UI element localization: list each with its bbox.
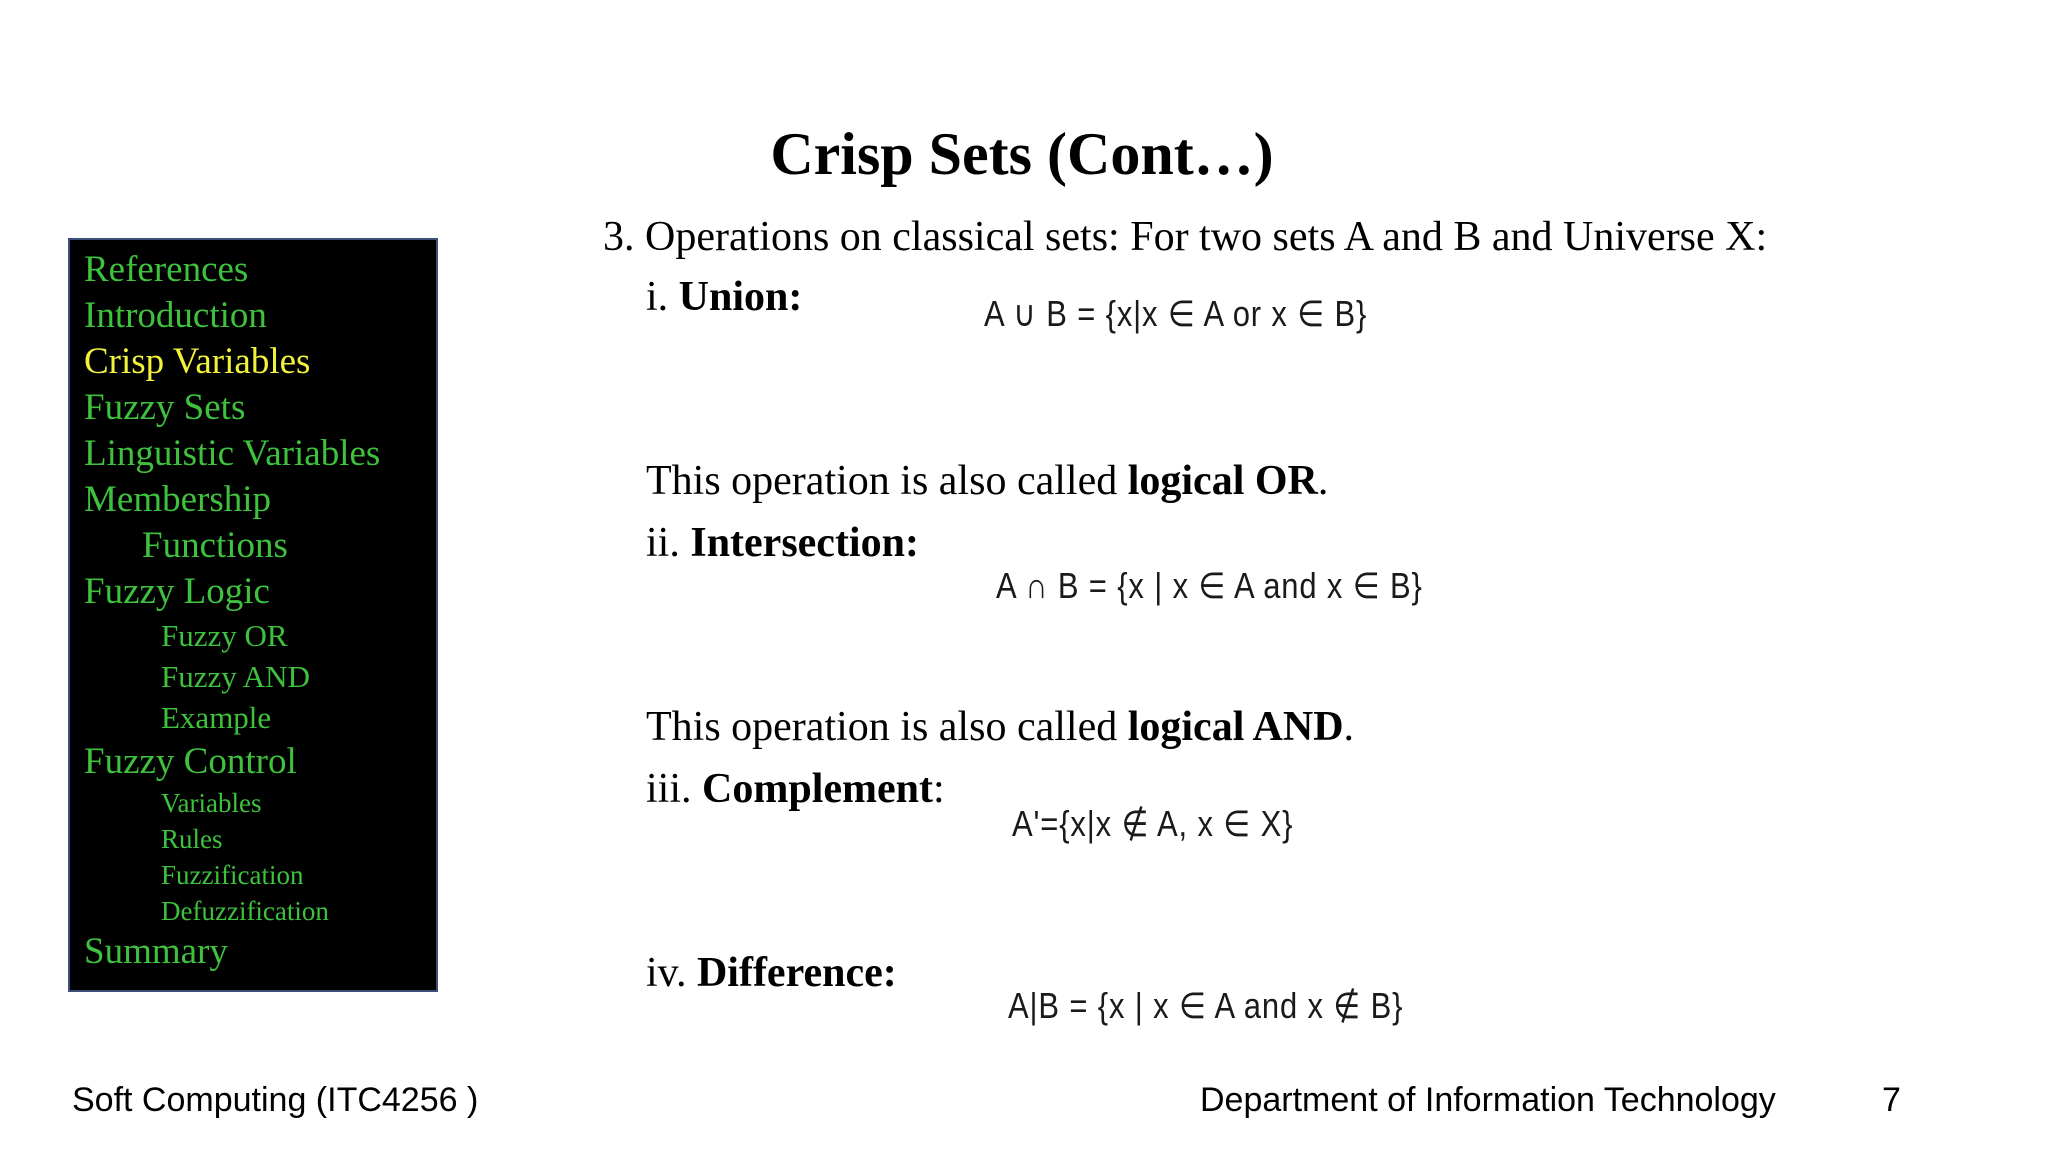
intersection-label: Intersection: [690,520,919,566]
intersection-note [646,702,1354,752]
nav-item-linguistic-variables[interactable]: Linguistic Variables [84,433,381,474]
difference-heading [646,948,897,998]
nav-item-introduction[interactable]: Introduction [84,295,267,336]
union-note-suffix: . [1317,458,1329,504]
union-note-bold: logical OR [1127,458,1318,504]
nav-item-fuzzy-or[interactable]: Fuzzy OR [161,618,288,653]
union-prefix: i. [646,274,679,320]
footer-course: Soft Computing (ITC4256 ) [72,1081,479,1119]
nav-item-variables[interactable]: Variables [161,788,262,818]
nav-item-membership[interactable]: Membership [84,479,272,520]
nav-item-references[interactable]: References [84,249,249,290]
footer-page-number: 7 [1882,1081,1901,1119]
intersection-note-suffix: . [1343,704,1355,750]
complement-heading [646,764,945,814]
nav-item-fuzzification[interactable]: Fuzzification [161,860,304,890]
union-heading [646,272,802,322]
footer-department: Department of Information Technology [1200,1081,1776,1119]
nav-item-fuzzy-sets[interactable]: Fuzzy Sets [84,387,246,428]
intersection-note-bold: logical AND [1127,704,1344,750]
difference-prefix: iv. [646,950,697,996]
complement-suffix: : [932,766,945,812]
nav-item-fuzzy-and[interactable]: Fuzzy AND [161,659,310,694]
complement-label: Complement [702,766,933,812]
nav-item-crisp-variables[interactable]: Crisp Variables [84,341,311,382]
nav-item-fuzzy-logic[interactable]: Fuzzy Logic [84,571,270,612]
nav-item-functions[interactable]: Functions [142,525,288,566]
intersection-note-prefix: This operation is also called [646,704,1128,750]
union-label: Union: [678,274,803,320]
nav-item-fuzzy-control[interactable]: Fuzzy Control [84,741,297,782]
nav-item-summary[interactable]: Summary [84,931,228,972]
union-note-prefix: This operation is also called [646,458,1128,504]
intersection-heading [646,518,919,568]
sidebar-nav [68,238,438,992]
complement-prefix: iii. [646,766,703,812]
slide-title: Crisp Sets (Cont…) [770,121,1274,187]
difference-label: Difference: [696,950,897,996]
union-note [646,456,1328,506]
nav-item-rules[interactable]: Rules [161,824,223,854]
intersection-formula: A ∩ B = {x | x ∈ A and x ∈ B} [996,565,1423,606]
intro-text: 3. Operations on classical sets: For two sets A and B and Universe X: [603,214,1768,260]
nav-item-example[interactable]: Example [161,700,272,735]
union-formula: A ∪ B = {x|x ∈ A or x ∈ B} [984,293,1368,334]
nav-item-defuzzification[interactable]: Defuzzification [161,896,329,926]
intersection-prefix: ii. [646,520,691,566]
complement-formula: A'={x|x ∉ A, x ∈ X} [1012,803,1294,844]
difference-formula: A|B = {x | x ∈ A and x ∉ B} [1008,985,1404,1026]
